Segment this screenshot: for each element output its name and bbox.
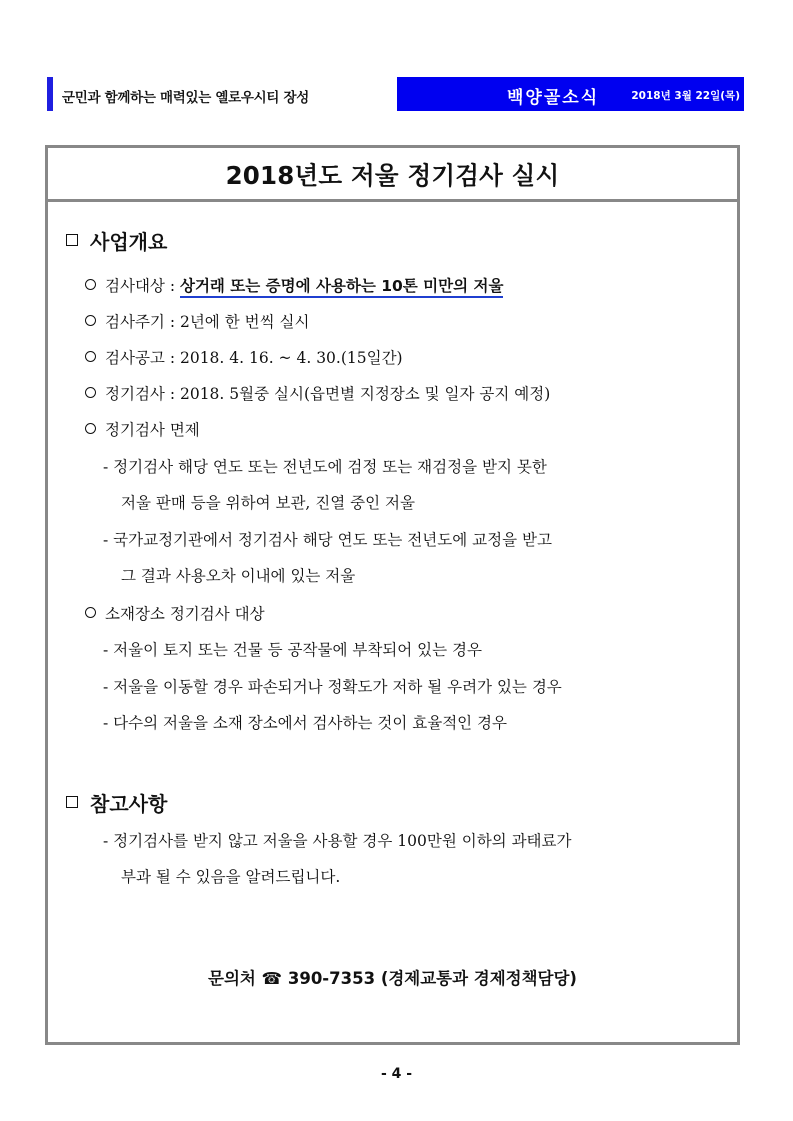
list-item-notice — [85, 346, 403, 368]
exemption-line-1b: 저울 판매 등을 위하여 보관, 진열 중인 저울 — [121, 494, 415, 512]
header-brand-box — [397, 77, 744, 111]
onsite-title: 소재장소 정기검사 대상 — [105, 605, 265, 623]
cycle-text: 검사주기 : 2년에 한 번씩 실시 — [105, 313, 310, 331]
header-brand: 백양골소식 — [507, 88, 600, 108]
exemption-line-2b: 그 결과 사용오차 이내에 있는 저울 — [121, 567, 356, 585]
onsite-line-3: - 다수의 저울을 소재 장소에서 검사하는 것이 효율적인 경우 — [103, 714, 508, 732]
article-title: 2018년도 저울 정기검사 실시 — [225, 161, 560, 190]
newsletter-header — [47, 77, 744, 111]
header-date: 2018년 3월 22일(목) — [631, 90, 740, 102]
page-number: - 4 - — [380, 1066, 413, 1082]
reference-line-1: - 정기검사를 받지 않고 저울을 사용할 경우 100만원 이하의 과태료가 — [103, 832, 572, 850]
target-label: 검사대상 : — [105, 277, 180, 295]
title-row — [48, 148, 737, 202]
article-frame — [45, 145, 740, 1045]
onsite-line-1: - 저울이 토지 또는 건물 등 공작물에 부착되어 있는 경우 — [103, 641, 482, 659]
square-bullet-icon — [66, 234, 78, 246]
list-item-onsite — [85, 602, 265, 624]
list-item-target — [85, 274, 503, 296]
target-value: 상거래 또는 증명에 사용하는 10톤 미만의 저울 — [180, 277, 503, 298]
exemption-line-1a: - 정기검사 해당 연도 또는 전년도에 검정 또는 재검정을 받지 못한 — [103, 458, 547, 476]
list-item-cycle — [85, 310, 309, 332]
header-accent-bar — [47, 77, 53, 111]
section-overview-label: 사업개요 — [90, 230, 168, 254]
section-reference — [66, 788, 167, 817]
square-bullet-icon — [66, 796, 78, 808]
section-overview — [66, 226, 167, 255]
contact-info: 문의처 ☎ 390-7353 (경제교통과 경제정책담당) — [208, 969, 577, 988]
exemption-line-2a: - 국가교정기관에서 정기검사 해당 연도 또는 전년도에 교정을 받고 — [103, 531, 552, 549]
circle-bullet-icon — [85, 351, 96, 362]
inspection-text: 정기검사 : 2018. 5월중 실시(읍면별 지정장소 및 일자 공지 예정) — [105, 385, 551, 403]
list-item-inspection — [85, 382, 550, 404]
notice-text: 검사공고 : 2018. 4. 16. ~ 4. 30.(15일간) — [105, 349, 403, 367]
circle-bullet-icon — [85, 423, 96, 434]
header-slogan: 군민과 함께하는 매력있는 옐로우시티 장성 — [62, 90, 309, 106]
circle-bullet-icon — [85, 315, 96, 326]
onsite-line-2: - 저울을 이동할 경우 파손되거나 정확도가 저하 될 우려가 있는 경우 — [103, 678, 562, 696]
list-item-exemption — [85, 418, 200, 440]
circle-bullet-icon — [85, 279, 96, 290]
section-reference-label: 참고사항 — [90, 792, 168, 816]
reference-line-2: 부과 될 수 있음을 알려드립니다. — [121, 868, 341, 886]
exemption-title: 정기검사 면제 — [105, 421, 200, 439]
circle-bullet-icon — [85, 607, 96, 618]
circle-bullet-icon — [85, 387, 96, 398]
